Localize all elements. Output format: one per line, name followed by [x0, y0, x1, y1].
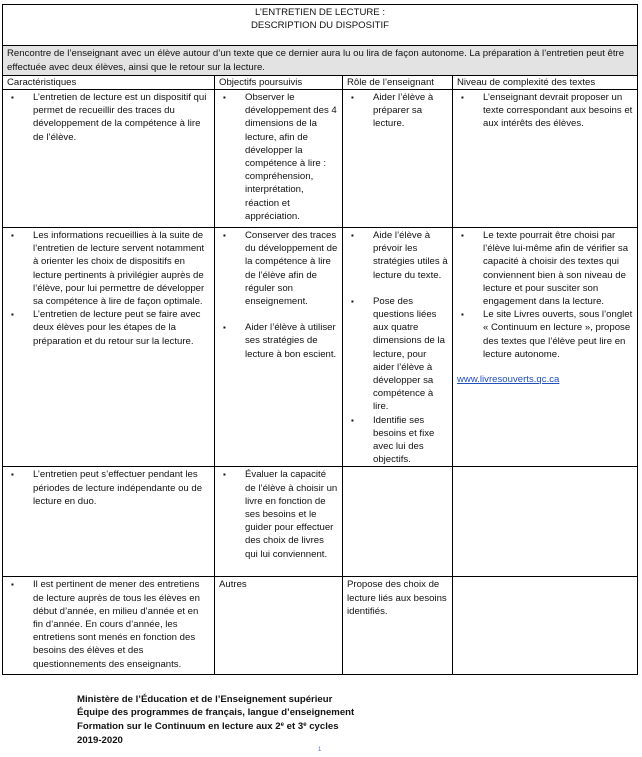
- footer-training: Formation sur le Continuum en lecture aux 2e et 3e cycles: [77, 721, 339, 733]
- document-title: [3, 5, 638, 46]
- bullet-icon: ▪: [223, 93, 226, 102]
- title-row: [3, 5, 638, 46]
- bullet-icon: ▪: [461, 231, 464, 240]
- intro-row: [3, 46, 638, 76]
- bullet-icon: ▪: [11, 470, 14, 480]
- table-row: [3, 577, 638, 675]
- header-complexity: Niveau de complexité des textes: [453, 76, 638, 90]
- bullet-icon: ▪: [11, 310, 14, 320]
- bullet-icon: ▪: [11, 231, 14, 240]
- bullet-icon: ▪: [351, 296, 354, 306]
- cell-objectives: ▪ Observer le développement des 4 dimensions de la lecture, afin de développer la compétence à lire : compréhension, interprétation, réaction et appréciation.: [215, 90, 343, 228]
- bullet-icon: ▪: [461, 93, 464, 102]
- cell-characteristics: ▪ L’entretien peut s’effectuer pendant les périodes de lecture indépendante ou de lecture en duo.: [3, 467, 215, 577]
- cell-complexity: [453, 467, 638, 577]
- cell-characteristics: ▪ Les informations recueillies à la suite de l’entretien de lecture servent notamment à orienter les choix de dispositifs en lecture pertinents à privilégier auprès de l’élève, pour lui permettre de développer sa compétence à lire de façon optimale. ▪ L’entretien de lecture peut se faire avec deux élèves pour les étapes de la préparation et du retour sur la lecture.: [3, 228, 215, 467]
- bullet-icon: ▪: [11, 93, 14, 102]
- footer-year: 2019-2020: [77, 734, 123, 746]
- table-row: [3, 90, 638, 228]
- bullet-icon: ▪: [351, 415, 354, 425]
- page-number: 1: [318, 747, 322, 753]
- table-row: [3, 467, 638, 577]
- title-line-1: L’ENTRETIEN DE LECTURE :: [254, 7, 386, 18]
- cell-characteristics: ▪ Il est pertinent de mener des entretiens de lecture auprès de tous les élèves en début d’année, en milieu d’année et en fin d’année. En cours d’année, les entretiens sont menés en fonction des besoins des élèves et des questionnements des enseignants.: [3, 577, 215, 675]
- header-row: [3, 76, 638, 90]
- bullet-icon: ▪: [223, 470, 226, 480]
- cell-role: ▪ Aider l’élève à préparer sa lecture.: [343, 90, 453, 228]
- bullet-icon: ▪: [351, 93, 354, 102]
- cell-role: Propose des choix de lecture liés aux besoins identifiés.: [343, 577, 453, 675]
- cell-role: [343, 467, 453, 577]
- bullet-icon: ▪: [223, 323, 226, 333]
- header-objectives: Objectifs poursuivis: [215, 76, 343, 90]
- dispositif-table: [2, 4, 638, 675]
- header-role: Rôle de l’enseignant: [343, 76, 453, 90]
- cell-complexity: [453, 577, 638, 675]
- table-row: [3, 228, 638, 467]
- livres-ouverts-link[interactable]: www.livresouverts.qc.ca: [457, 374, 560, 386]
- cell-objectives: ▪ Conserver des traces du développement de la compétence à lire de l’élève afin de réguler son enseignement. ▪ Aider l’élève à utiliser ses stratégies de lecture à bon escient.: [215, 228, 343, 467]
- header-characteristics: Caractéristiques: [3, 76, 215, 90]
- bullet-icon: ▪: [351, 231, 354, 240]
- cell-role: ▪ Aide l’élève à prévoir les stratégies utiles à lecture du texte. ▪ Pose des questions liées aux quatre dimensions de la lecture, pour aider l’élève à développer sa compétence à lire. ▪ Identifie ses besoins et fixe avec lui des objectifs.: [343, 228, 453, 467]
- cell-complexity: ▪ Le texte pourrait être choisi par l’élève lui-même afin de vérifier sa capacité à choisir des textes qui conviennent bien à son niveau de lecture et pour susciter son engagement dans la lecture. ▪ Le site Livres ouverts, sous l’onglet « Continuum en lecture », propose des textes que l’élève peut lire en lecture autonome. www.livresouverts.qc.ca: [453, 228, 638, 467]
- footer: [77, 693, 354, 747]
- cell-objectives: Autres: [215, 577, 343, 675]
- title-line-2: DESCRIPTION DU DISPOSITIF: [250, 19, 390, 31]
- footer-team: Équipe des programmes de français, langue d’enseignement: [77, 707, 355, 719]
- bullet-icon: ▪: [461, 310, 464, 320]
- cell-complexity: ▪ L’enseignant devrait proposer un texte correspondant aux besoins et aux intérêts des élèves.: [453, 90, 638, 228]
- bullet-icon: ▪: [11, 580, 14, 590]
- bullet-icon: ▪: [223, 231, 226, 240]
- cell-characteristics: ▪ L’entretien de lecture est un dispositif qui permet de recueillir des traces du développement de la compétence à lire de l’élève.: [3, 90, 215, 228]
- footer-ministry: Ministère de l’Éducation et de l’Enseignement supérieur: [77, 694, 333, 705]
- intro-text: Rencontre de l’enseignant avec un élève autour d’un texte que ce dernier aura lu ou lira de façon autonome. La préparation à l’entretien peut être effectuée avec deux élèves, ainsi que le retour sur la lecture.: [3, 46, 638, 76]
- cell-objectives: ▪ Évaluer la capacité de l’élève à choisir un livre en fonction de ses besoins et le guider pour effectuer des choix de livres qui lui conviennent.: [215, 467, 343, 577]
